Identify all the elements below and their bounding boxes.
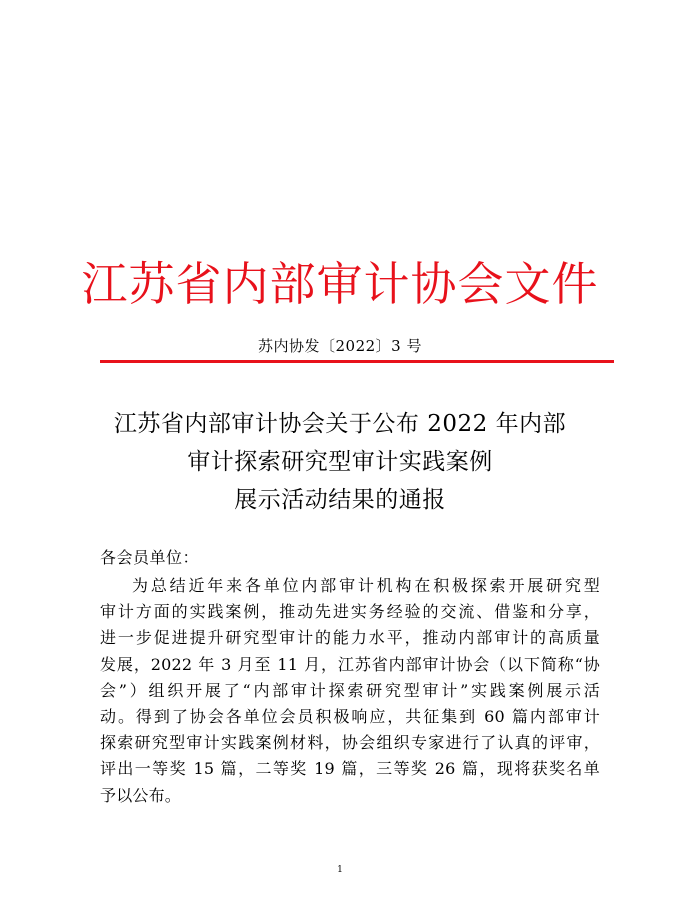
body-line: 为总结近年来各单位内部审计机构在积极探索开展研究型 bbox=[132, 576, 600, 595]
title-line-3: 展示活动结果的通报 bbox=[234, 487, 446, 513]
page-number: 1 bbox=[337, 865, 343, 875]
body-line: 审计方面的实践案例，推动先进实务经验的交流、借鉴和分享， bbox=[100, 602, 600, 622]
title-line-1: 江苏省内部审计协会关于公布 2022 年内部 bbox=[113, 411, 567, 437]
body-line: 动。得到了协会各单位会员积极响应，共征集到 60 篇内部审计 bbox=[100, 707, 600, 727]
salutation: 各会员单位： bbox=[100, 548, 200, 567]
body-line: 进一步促进提升研究型审计的能力水平，推动内部审计的高质量 bbox=[100, 628, 600, 648]
body-line: 会”）组织开展了“内部审计探索研究型审计”实践案例展示活 bbox=[100, 680, 600, 700]
body-line: 予以公布。 bbox=[100, 785, 182, 805]
title-line-2: 审计探索研究型审计实践案例 bbox=[187, 449, 493, 475]
body-paragraph bbox=[100, 573, 600, 809]
body-line: 发展，2022 年 3 月至 11 月，江苏省内部审计协会（以下简称“协 bbox=[100, 654, 600, 674]
document-number: 苏内协发〔2022〕3 号 bbox=[258, 337, 422, 355]
document-title bbox=[0, 405, 680, 519]
body-line: 探索研究型审计实践案例材料，协会组织专家进行了认真的评审， bbox=[100, 733, 600, 753]
red-divider-line bbox=[100, 360, 614, 363]
document-masthead: 江苏省内部审计协会文件 bbox=[81, 257, 599, 311]
body-line: 评出一等奖 15 篇，二等奖 19 篇，三等奖 26 篇，现将获奖名单 bbox=[100, 759, 600, 779]
